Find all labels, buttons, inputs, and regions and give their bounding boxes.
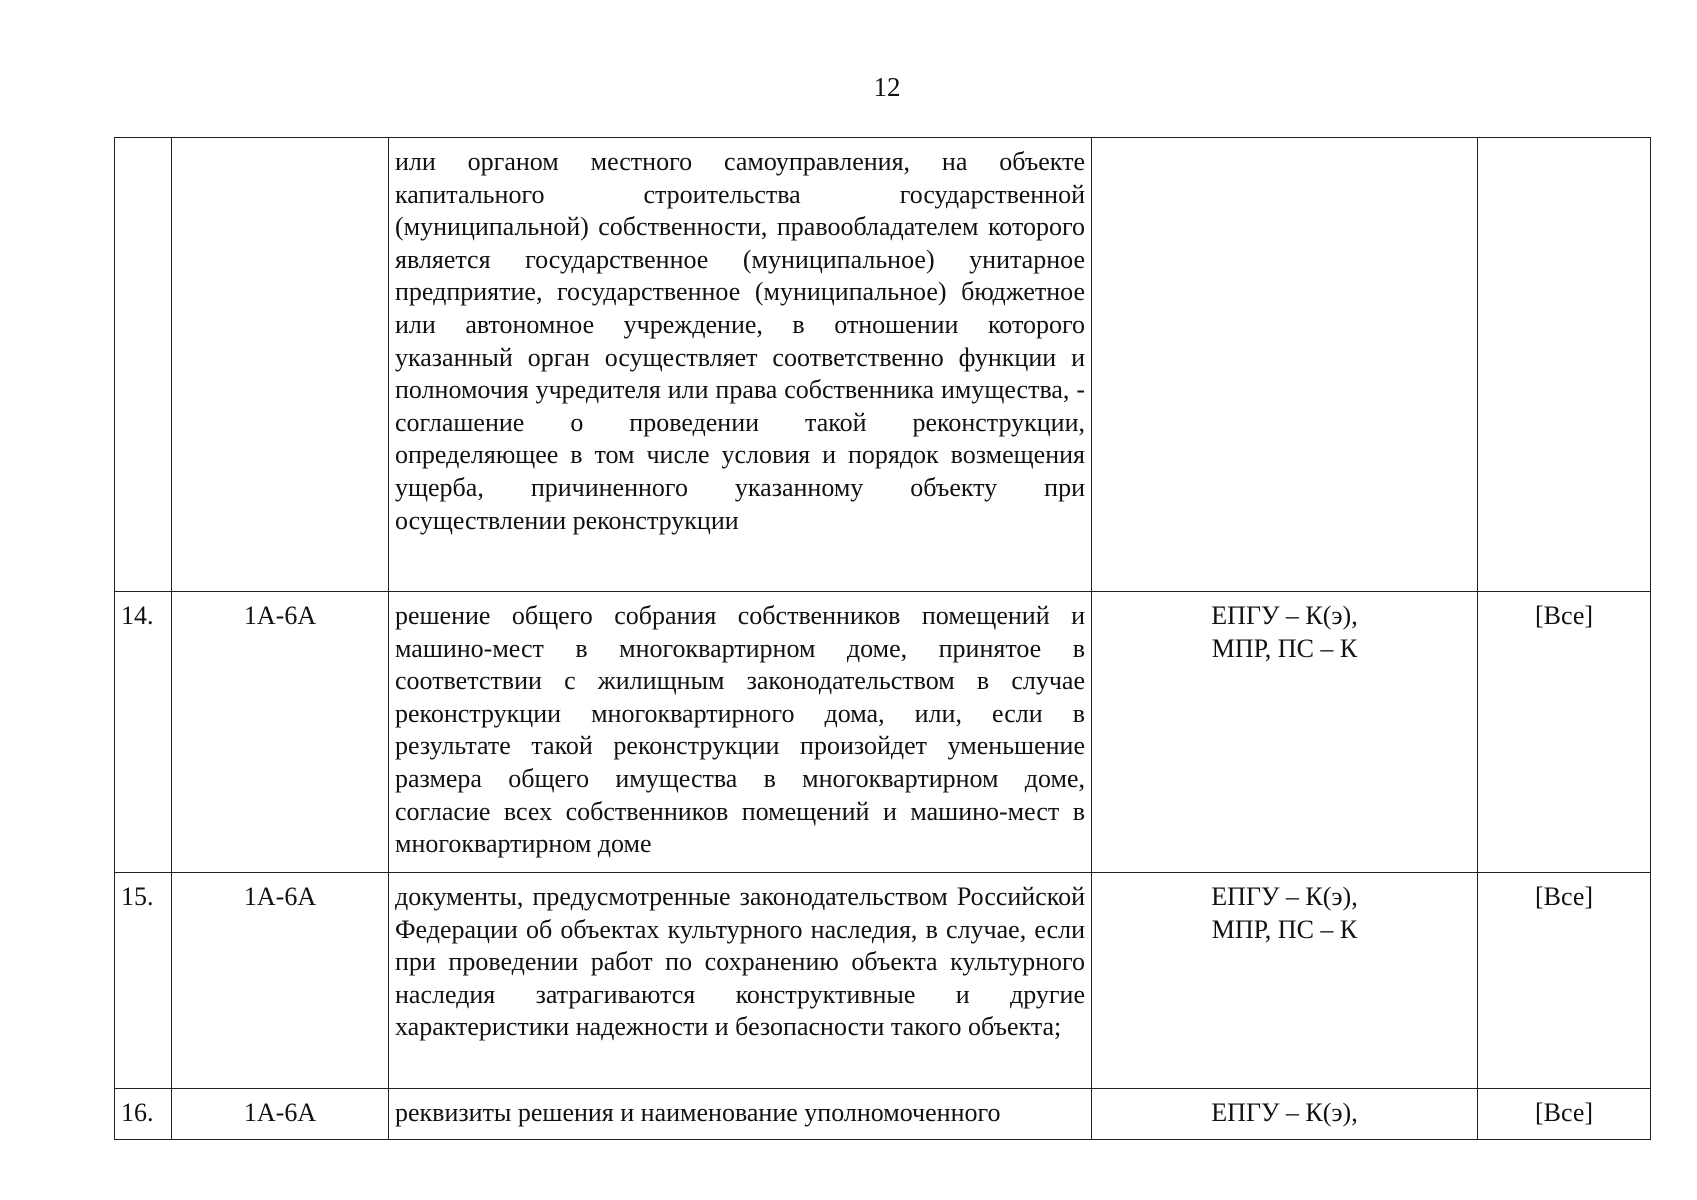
submission-channels-cell xyxy=(1092,1089,1478,1140)
channels-line: МПР, ПС – К xyxy=(1211,633,1358,663)
section-code-cell xyxy=(172,138,389,592)
submission-channels-cell xyxy=(1092,592,1478,873)
table-row xyxy=(115,1089,1651,1140)
channels-line: ЕПГУ – К(э), xyxy=(1211,882,1358,911)
scope-cell: [Все] xyxy=(1478,592,1651,873)
section-code-cell: 1А-6А xyxy=(172,592,389,873)
page-number: 12 xyxy=(873,72,901,102)
document-description-cell: реквизиты решения и наименование уполномоченного xyxy=(389,1089,1092,1140)
table-row-continuation xyxy=(115,138,1651,592)
requirements-table xyxy=(114,137,1651,1140)
row-number-cell: 15. xyxy=(115,873,172,1089)
channels-line: ЕПГУ – К(э), xyxy=(1211,601,1358,630)
channels-line: ЕПГУ – К(э), xyxy=(1211,1098,1358,1127)
submission-channels-cell xyxy=(1092,138,1478,592)
row-number-cell: 14. xyxy=(115,592,172,873)
channels-line: МПР, ПС – К xyxy=(1211,914,1358,944)
submission-channels-cell xyxy=(1092,873,1478,1089)
section-code-cell: 1А-6А xyxy=(172,873,389,1089)
table-row xyxy=(115,873,1651,1089)
scope-cell: [Все] xyxy=(1478,1089,1651,1140)
row-number-cell xyxy=(115,138,172,592)
document-description-cell: документы, предусмотренные законодательством Российской Федерации об объектах культурного наследия, в случае, если при проведении работ по сохранению объекта культурного наследия затрагиваются конструктивные и другие характеристики надежности и безопасности такого объекта; xyxy=(389,873,1092,1089)
row-number-cell: 16. xyxy=(115,1089,172,1140)
scope-cell xyxy=(1478,138,1651,592)
document-description-cell: или органом местного самоуправления, на объекте капитального строительства государственной (муниципальной) собственности, правообладателем которого является государственное (муниципальное) унитарное предприятие, государственное (муниципальное) бюджетное или автономное учреждение, в отношении которого указанный орган осуществляет соответственно функции и полномочия учредителя или права собственника имущества, - соглашение о проведении такой реконструкции, определяющее в том числе условия и порядок возмещения ущерба, причиненного указанному объекту при осуществлении реконструкции xyxy=(389,138,1092,592)
scope-cell: [Все] xyxy=(1478,873,1651,1089)
document-description-cell: решение общего собрания собственников помещений и машино-мест в многоквартирном доме, принятое в соответствии с жилищным законодательством в случае реконструкции многоквартирного дома, или, если в результате такой реконструкции произойдет уменьшение размера общего имущества в многоквартирном доме, согласие всех собственников помещений и машино-мест в многоквартирном доме xyxy=(389,592,1092,873)
table-row xyxy=(115,592,1651,873)
section-code-cell: 1А-6А xyxy=(172,1089,389,1140)
